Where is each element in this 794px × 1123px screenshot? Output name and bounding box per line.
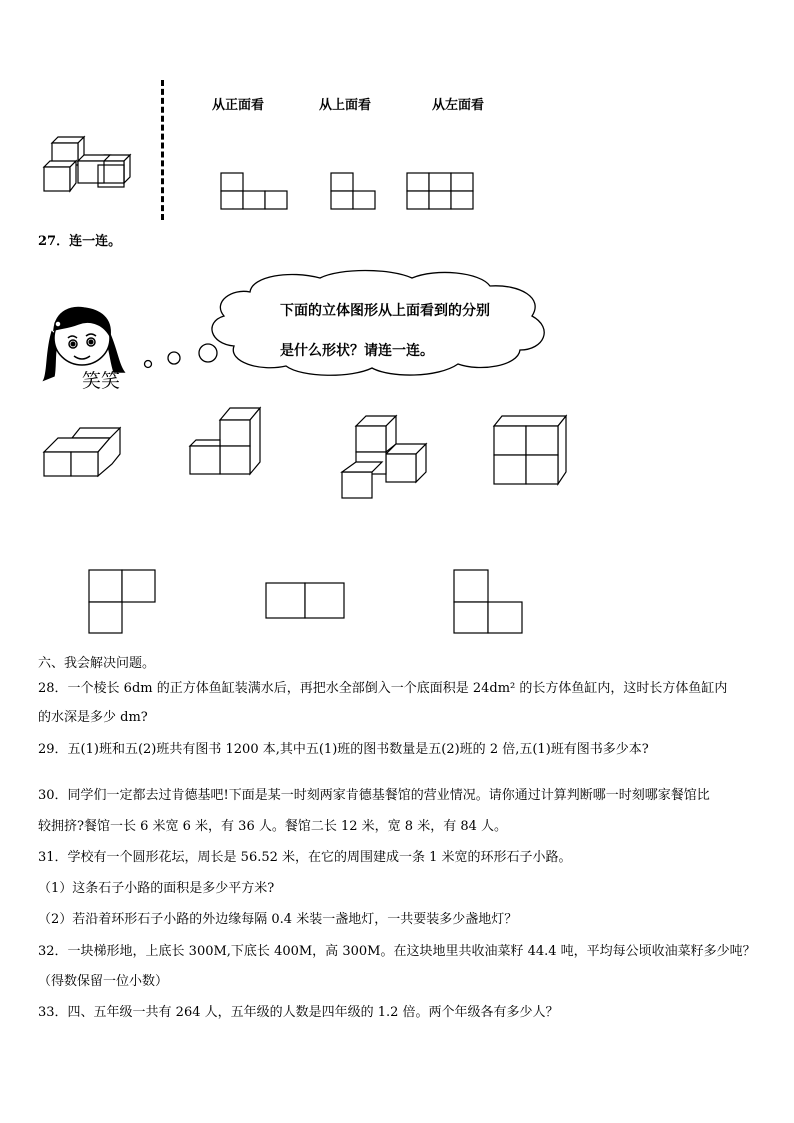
section-6-title: 六、我会解决问题。 bbox=[38, 656, 156, 671]
q31-line-3: （2）若沿着环形石子小路的外边缘每隔 0.4 米装一盏地灯，一共要装多少盏地灯？ bbox=[38, 912, 518, 927]
view-drawing-top bbox=[330, 172, 376, 210]
solid-4 bbox=[492, 414, 572, 486]
character-name: 笑笑 bbox=[82, 370, 121, 392]
plane-shape-3 bbox=[453, 569, 525, 635]
solid-2 bbox=[188, 404, 264, 476]
dashed-divider bbox=[161, 80, 164, 220]
q33-line-1: 33．四、五年级一共有 264 人，五年级的人数是四年级的 1.2 倍。两个年级各有多少人？ bbox=[38, 1005, 559, 1020]
view-drawing-left bbox=[406, 172, 474, 210]
q28-line-1: 28．一个棱长 6dm 的正方体鱼缸装满水后，再把水全部倒入一个底面积是 24dm² 的长方体鱼缸内，这时长方体鱼缸内 bbox=[38, 681, 728, 696]
plane-shape-2 bbox=[265, 582, 347, 620]
q31-line-1: 31．学校有一个圆形花坛，周长是 56.52 米，在它的周围建成一条 1 米宽的环形石子小路。 bbox=[38, 850, 572, 865]
q32-line-2: （得数保留一位小数） bbox=[38, 974, 169, 989]
solid-3 bbox=[338, 414, 430, 500]
q28-line-2: 的水深是多少 dm? bbox=[38, 710, 148, 725]
view-label-left: 从左面看 bbox=[432, 98, 485, 113]
q27-title: 27．连一连。 bbox=[38, 234, 122, 249]
q30-line-1: 30．同学们一定都去过肯德基吧!下面是某一时刻两家肯德基餐馆的营业情况。请你通过计算判断哪一时刻哪家餐馆比 bbox=[38, 788, 710, 803]
q30-line-2: 较拥挤?餐馆一长 6 米宽 6 米，有 36 人。餐馆二长 12 米，宽 8 米，有 84 人。 bbox=[38, 819, 507, 834]
bubble-line-1: 下面的立体图形从上面看到的分别 bbox=[280, 303, 490, 319]
view-label-front: 从正面看 bbox=[212, 98, 265, 113]
view-drawing-front bbox=[220, 172, 288, 210]
view-label-top: 从上面看 bbox=[319, 98, 372, 113]
solid-1 bbox=[42, 424, 126, 480]
cube-figure-top bbox=[40, 135, 140, 200]
plane-shape-1 bbox=[88, 569, 158, 635]
q31-line-2: （1）这条石子小路的面积是多少平方米? bbox=[38, 881, 275, 896]
bubble-line-2: 是什么形状？请连一连。 bbox=[280, 343, 434, 359]
q29-line-1: 29．五(1)班和五(2)班共有图书 1200 本,其中五(1)班的图书数量是五(2)班的 2 倍,五(1)班有图书多少本? bbox=[38, 742, 649, 757]
thought-bubble bbox=[140, 268, 560, 383]
q32-line-1: 32．一块梯形地，上底长 300M,下底长 400M，高 300M。在这块地里共收油菜籽 44.4 吨，平均每公顷收油菜籽多少吨？ bbox=[38, 944, 756, 959]
